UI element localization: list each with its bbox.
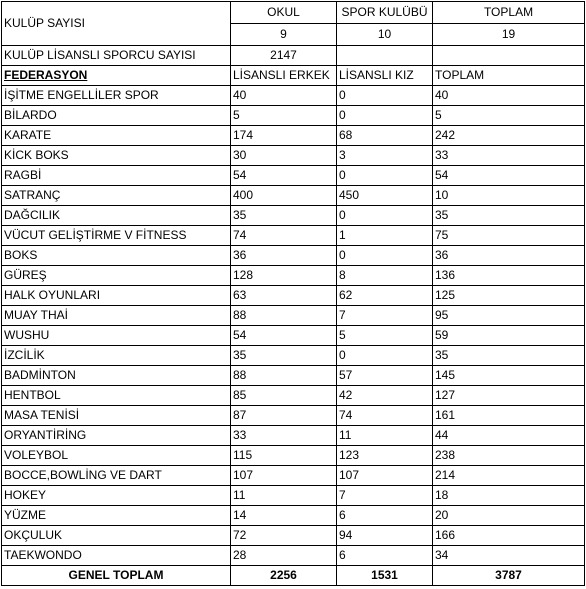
kiz-count: 5 xyxy=(337,326,433,346)
kiz-count: 0 xyxy=(337,206,433,226)
table-row xyxy=(2,466,585,486)
total-count: 44 xyxy=(433,426,585,446)
kiz-count: 0 xyxy=(337,346,433,366)
club-count-row xyxy=(2,2,585,24)
club-count-label: KULÜP SAYISI xyxy=(2,2,231,46)
federation-name: HALK OYUNLARI xyxy=(2,286,231,306)
erkek-count: 40 xyxy=(231,86,337,106)
grand-total-row xyxy=(2,566,585,586)
table-row xyxy=(2,246,585,266)
table-row xyxy=(2,266,585,286)
federation-name: RAGBİ xyxy=(2,166,231,186)
erkek-count: 85 xyxy=(231,386,337,406)
column-header-row xyxy=(2,66,585,86)
table-row xyxy=(2,186,585,206)
federation-name: GÜREŞ xyxy=(2,266,231,286)
kiz-count: 74 xyxy=(337,406,433,426)
total-count: 238 xyxy=(433,446,585,466)
total-count: 75 xyxy=(433,226,585,246)
erkek-count: 54 xyxy=(231,166,337,186)
table-row xyxy=(2,86,585,106)
table-row xyxy=(2,526,585,546)
kiz-count: 6 xyxy=(337,546,433,566)
erkek-count: 88 xyxy=(231,306,337,326)
kiz-count: 94 xyxy=(337,526,433,546)
spor-kulubu-value: 10 xyxy=(337,24,433,46)
federation-name: İZCİLİK xyxy=(2,346,231,366)
federation-name: SATRANÇ xyxy=(2,186,231,206)
grand-total-toplam: 3787 xyxy=(433,566,585,586)
column-header-erkek: LİSANSLI ERKEK xyxy=(231,66,337,86)
kiz-count: 68 xyxy=(337,126,433,146)
erkek-count: 72 xyxy=(231,526,337,546)
erkek-count: 115 xyxy=(231,446,337,466)
okul-label: OKUL xyxy=(231,2,337,24)
federation-name: YÜZME xyxy=(2,506,231,526)
table-row xyxy=(2,426,585,446)
erkek-count: 74 xyxy=(231,226,337,246)
table-row xyxy=(2,366,585,386)
kiz-count: 6 xyxy=(337,506,433,526)
table-row xyxy=(2,546,585,566)
federation-name: WUSHU xyxy=(2,326,231,346)
kiz-count: 3 xyxy=(337,146,433,166)
erkek-count: 88 xyxy=(231,366,337,386)
kiz-count: 8 xyxy=(337,266,433,286)
kiz-count: 0 xyxy=(337,166,433,186)
federation-name: OKÇULUK xyxy=(2,526,231,546)
kiz-count: 0 xyxy=(337,246,433,266)
erkek-count: 36 xyxy=(231,246,337,266)
grand-total-label: GENEL TOPLAM xyxy=(2,566,231,586)
federation-name: KİCK BOKS xyxy=(2,146,231,166)
table-row xyxy=(2,346,585,366)
kiz-count: 0 xyxy=(337,86,433,106)
kiz-count: 42 xyxy=(337,386,433,406)
total-count: 40 xyxy=(433,86,585,106)
table-row xyxy=(2,226,585,246)
kiz-count: 11 xyxy=(337,426,433,446)
erkek-count: 14 xyxy=(231,506,337,526)
erkek-count: 35 xyxy=(231,206,337,226)
erkek-count: 30 xyxy=(231,146,337,166)
total-count: 136 xyxy=(433,266,585,286)
kiz-count: 1 xyxy=(337,226,433,246)
column-header-federasyon: FEDERASYON xyxy=(2,66,231,86)
toplam-label: TOPLAM xyxy=(433,2,585,24)
table-row xyxy=(2,106,585,126)
erkek-count: 33 xyxy=(231,426,337,446)
toplam-value: 19 xyxy=(433,24,585,46)
total-count: 35 xyxy=(433,346,585,366)
table-row xyxy=(2,386,585,406)
kiz-count: 62 xyxy=(337,286,433,306)
federation-name: VOLEYBOL xyxy=(2,446,231,466)
erkek-count: 5 xyxy=(231,106,337,126)
kiz-count: 57 xyxy=(337,366,433,386)
erkek-count: 35 xyxy=(231,346,337,366)
table-row xyxy=(2,306,585,326)
licensed-athlete-label: KULÜP LİSANSLI SPORCU SAYISI xyxy=(2,46,231,66)
grand-total-kiz: 1531 xyxy=(337,566,433,586)
total-count: 242 xyxy=(433,126,585,146)
erkek-count: 400 xyxy=(231,186,337,206)
federation-name: BADMİNTON xyxy=(2,366,231,386)
table-row xyxy=(2,286,585,306)
federation-name: BİLARDO xyxy=(2,106,231,126)
total-count: 145 xyxy=(433,366,585,386)
total-count: 10 xyxy=(433,186,585,206)
licensed-athlete-row xyxy=(2,46,585,66)
kiz-count: 123 xyxy=(337,446,433,466)
erkek-count: 107 xyxy=(231,466,337,486)
federation-name: HOKEY xyxy=(2,486,231,506)
table-row xyxy=(2,326,585,346)
total-count: 125 xyxy=(433,286,585,306)
erkek-count: 128 xyxy=(231,266,337,286)
table-row xyxy=(2,166,585,186)
total-count: 59 xyxy=(433,326,585,346)
column-header-toplam: TOPLAM xyxy=(433,66,585,86)
kiz-count: 107 xyxy=(337,466,433,486)
federation-name: MASA TENİSİ xyxy=(2,406,231,426)
total-count: 161 xyxy=(433,406,585,426)
total-count: 166 xyxy=(433,526,585,546)
federation-name: MUAY THAİ xyxy=(2,306,231,326)
table-row xyxy=(2,406,585,426)
grand-total-erkek: 2256 xyxy=(231,566,337,586)
federation-name: VÜCUT GELİŞTİRME V FİTNESS xyxy=(2,226,231,246)
table-row xyxy=(2,126,585,146)
federation-name: İŞİTME ENGELLİLER SPOR xyxy=(2,86,231,106)
column-header-kiz: LİSANSLI KIZ xyxy=(337,66,433,86)
total-count: 20 xyxy=(433,506,585,526)
total-count: 5 xyxy=(433,106,585,126)
total-count: 33 xyxy=(433,146,585,166)
table-row xyxy=(2,506,585,526)
erkek-count: 11 xyxy=(231,486,337,506)
kiz-count: 0 xyxy=(337,106,433,126)
federation-table xyxy=(1,1,585,586)
table-row xyxy=(2,206,585,226)
federation-name: TAEKWONDO xyxy=(2,546,231,566)
empty-cell xyxy=(337,46,433,66)
erkek-count: 174 xyxy=(231,126,337,146)
kiz-count: 7 xyxy=(337,486,433,506)
federation-name: HENTBOL xyxy=(2,386,231,406)
total-count: 54 xyxy=(433,166,585,186)
total-count: 36 xyxy=(433,246,585,266)
kiz-count: 7 xyxy=(337,306,433,326)
empty-cell xyxy=(433,46,585,66)
federation-name: ORYANTİRİNG xyxy=(2,426,231,446)
table-row xyxy=(2,446,585,466)
federation-name: BOCCE,BOWLİNG VE DART xyxy=(2,466,231,486)
erkek-count: 54 xyxy=(231,326,337,346)
total-count: 214 xyxy=(433,466,585,486)
table-row xyxy=(2,146,585,166)
spor-kulubu-label: SPOR KULÜBÜ xyxy=(337,2,433,24)
federation-name: DAĞCILIK xyxy=(2,206,231,226)
table-row xyxy=(2,486,585,506)
erkek-count: 28 xyxy=(231,546,337,566)
erkek-count: 63 xyxy=(231,286,337,306)
licensed-athlete-value: 2147 xyxy=(231,46,337,66)
federation-name: KARATE xyxy=(2,126,231,146)
erkek-count: 87 xyxy=(231,406,337,426)
total-count: 34 xyxy=(433,546,585,566)
total-count: 95 xyxy=(433,306,585,326)
okul-value: 9 xyxy=(231,24,337,46)
kiz-count: 450 xyxy=(337,186,433,206)
federation-name: BOKS xyxy=(2,246,231,266)
total-count: 35 xyxy=(433,206,585,226)
total-count: 18 xyxy=(433,486,585,506)
total-count: 127 xyxy=(433,386,585,406)
